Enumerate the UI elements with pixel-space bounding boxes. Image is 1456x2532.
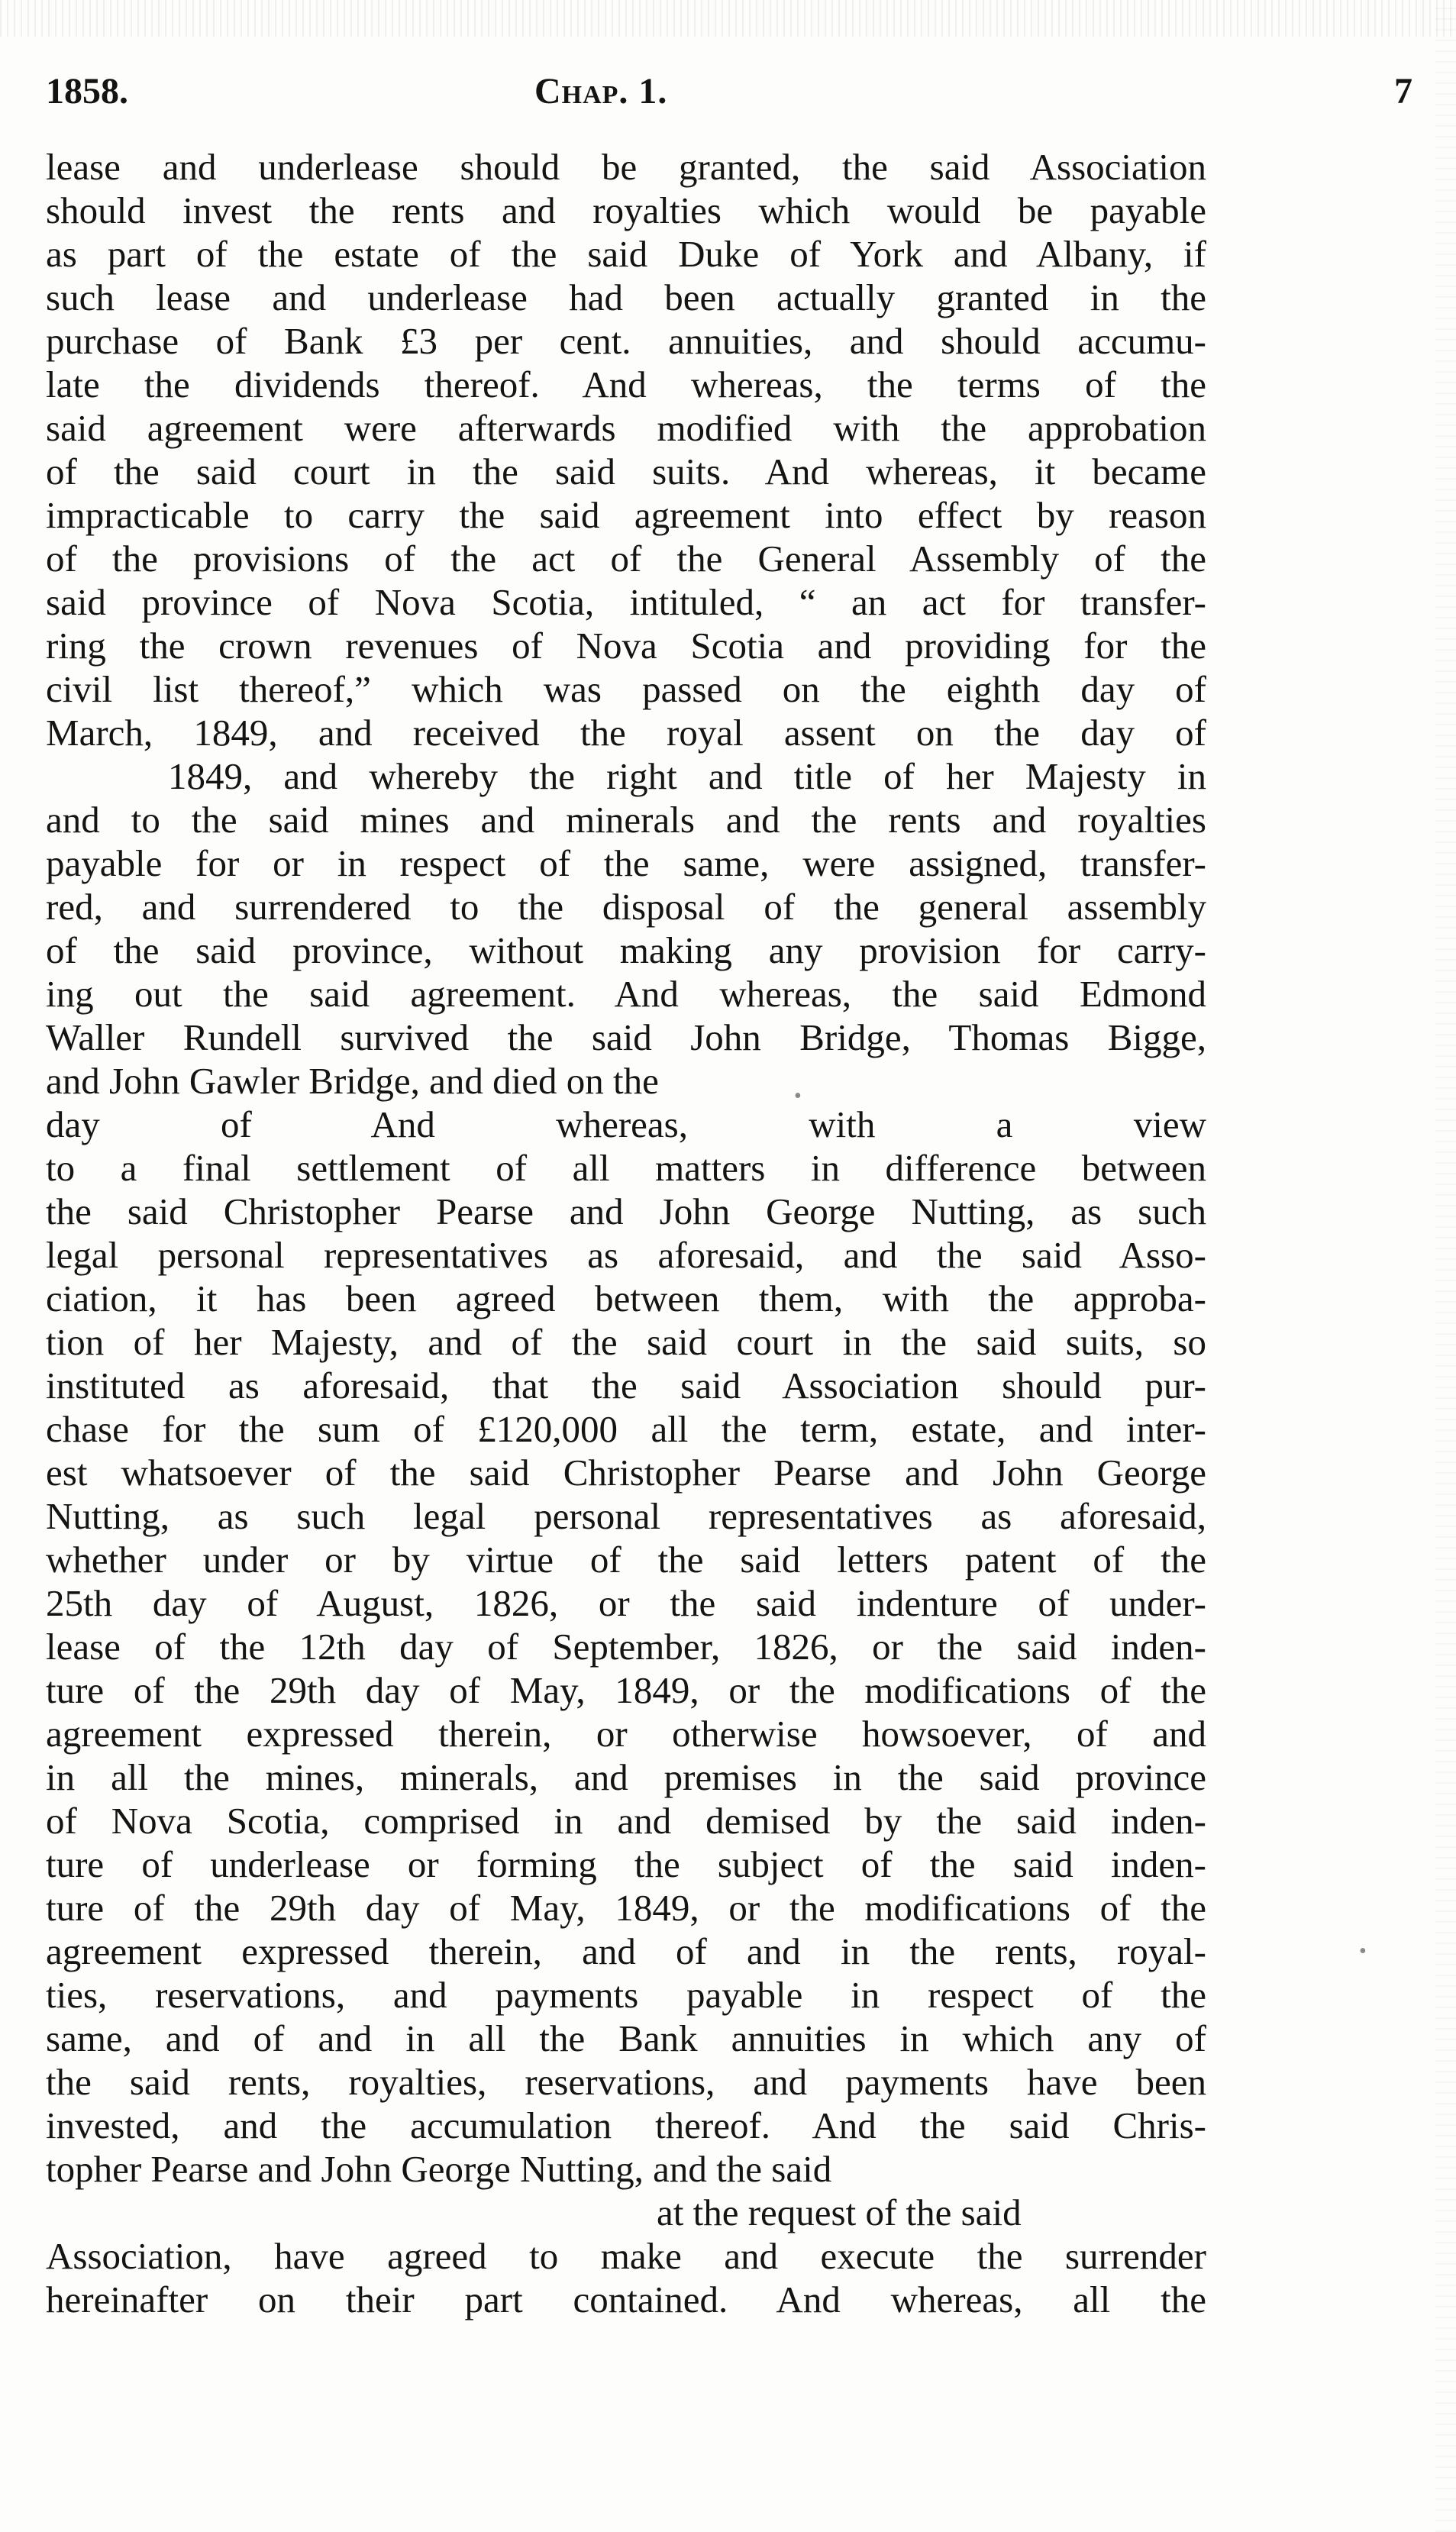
text-line: Association, have agreed to make and execute the surrender (46, 2235, 1206, 2277)
text-line: 25th day of August, 1826, or the said indenture of under- (46, 1582, 1206, 1624)
text-line: payable for or in respect of the same, were assigned, transfer- (46, 842, 1206, 884)
scan-speck: • (1359, 1939, 1367, 1963)
text-line: agreement expressed therein, or otherwise howsoever, of and (46, 1713, 1206, 1755)
text-line: March, 1849, and received the royal assent on the day of (46, 712, 1206, 754)
text-line: 1849, and whereby the right and title of her Majesty in (168, 755, 1206, 797)
text-line: red, and surrendered to the disposal of the general assembly (46, 886, 1206, 928)
header-chapter: Chap. 1. (534, 71, 668, 111)
text-line: legal personal representatives as aforesaid, and the said Asso- (46, 1234, 1206, 1276)
text-line: the said Christopher Pearse and John George Nutting, as such (46, 1190, 1206, 1232)
text-line: ing out the said agreement. And whereas, the said Edmond (46, 973, 1206, 1015)
text-line: ciation, it has been agreed between them, with the approba- (46, 1277, 1206, 1319)
text-line: topher Pearse and John George Nutting, and the said (46, 2148, 832, 2190)
text-line: at the request of the said (657, 2191, 1022, 2233)
scan-noise-right (1435, 0, 1456, 2532)
text-line: of the provisions of the act of the General Assembly of the (46, 538, 1206, 580)
text-line: purchase of Bank £3 per cent. annuities, and should accumu- (46, 320, 1206, 362)
text-line: said province of Nova Scotia, intituled, “ an act for transfer- (46, 581, 1206, 623)
text-line: such lease and underlease had been actually granted in the (46, 276, 1206, 318)
scan-noise-top (0, 0, 1456, 37)
scan-speck: • (794, 1084, 802, 1108)
text-line: and John Gawler Bridge, and died on the (46, 1060, 659, 1102)
text-line: invested, and the accumulation thereof. And the said Chris- (46, 2104, 1206, 2146)
text-line: ties, reservations, and payments payable in respect of the (46, 1974, 1206, 2016)
text-line: tion of her Majesty, and of the said court in the said suits, so (46, 1321, 1206, 1363)
text-line: of Nova Scotia, comprised in and demised by the said inden- (46, 1800, 1206, 1842)
text-line: ring the crown revenues of Nova Scotia and providing for the (46, 625, 1206, 667)
text-line: est whatsoever of the said Christopher Pearse and John George (46, 1452, 1206, 1494)
text-line: ture of the 29th day of May, 1849, or the modifications of the (46, 1887, 1206, 1929)
text-line: late the dividends thereof. And whereas, the terms of the (46, 363, 1206, 405)
text-line: lease and underlease should be granted, the said Association (46, 146, 1206, 188)
body-text (46, 145, 1206, 2321)
text-line: agreement expressed therein, and of and in the rents, royal- (46, 1930, 1206, 1972)
text-line: should invest the rents and royalties which would be payable (46, 189, 1206, 231)
text-line: instituted as aforesaid, that the said Association should pur- (46, 1365, 1206, 1406)
text-line: hereinafter on their part contained. And whereas, all the (46, 2278, 1206, 2320)
page-header (46, 64, 1412, 119)
text-line: the said rents, royalties, reservations, and payments have been (46, 2061, 1206, 2103)
text-line: ture of underlease or forming the subject of the said inden- (46, 1843, 1206, 1885)
text-line: Waller Rundell survived the said John Bridge, Thomas Bigge, (46, 1016, 1206, 1058)
text-line: to a final settlement of all matters in difference between (46, 1147, 1206, 1189)
text-line: of the said court in the said suits. And whereas, it became (46, 451, 1206, 493)
text-line: impracticable to carry the said agreement into effect by reason (46, 494, 1206, 536)
text-line: whether under or by virtue of the said letters patent of the (46, 1539, 1206, 1581)
text-line: Nutting, as such legal personal representatives as aforesaid, (46, 1495, 1206, 1537)
text-line: as part of the estate of the said Duke of York and Albany, if (46, 233, 1206, 275)
text-line: in all the mines, minerals, and premises in the said province (46, 1756, 1206, 1798)
text-line: chase for the sum of £120,000 all the term, estate, and inter- (46, 1408, 1206, 1450)
text-line: day of And whereas, with a view (46, 1103, 1206, 1145)
text-line: same, and of and in all the Bank annuities in which any of (46, 2017, 1206, 2059)
text-line: and to the said mines and minerals and the rents and royalties (46, 799, 1206, 841)
text-line: ture of the 29th day of May, 1849, or the modifications of the (46, 1669, 1206, 1711)
text-line: of the said province, without making any provision for carry- (46, 929, 1206, 971)
header-page-number: 7 (1394, 71, 1412, 111)
text-line: said agreement were afterwards modified with the approbation (46, 407, 1206, 449)
text-line: civil list thereof,” which was passed on the eighth day of (46, 668, 1206, 710)
text-line: lease of the 12th day of September, 1826, or the said inden- (46, 1626, 1206, 1668)
header-year: 1858. (46, 71, 128, 111)
